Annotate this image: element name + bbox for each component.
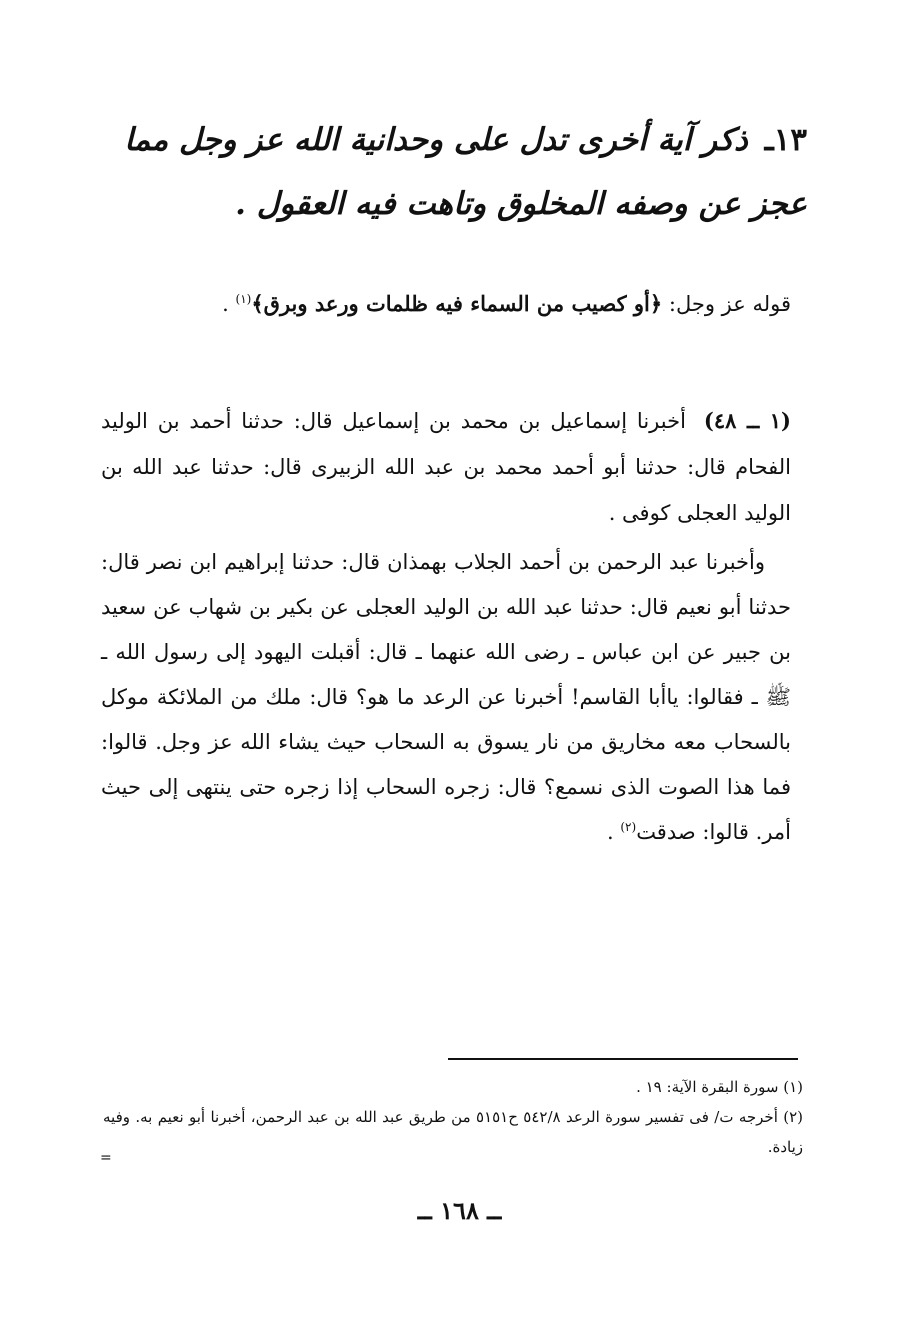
chapter-title: ذكر آية أخرى تدل على وحدانية الله عز وجل مما عجز عن وصفه المخلوق وتاهت فيه العقول . xyxy=(124,122,807,222)
hadith-body-text: وأخبرنا عبد الرحمن بن أحمد الجلاب بهمذان قال: حدثنا إبراهيم ابن نصر قال: حدثنا أبو نعيم قال: حدثنا عبد الله بن الوليد العجلى عن بكير بن شهاب عن سعيد بن جبير عن ابن عباس ـ رضى الله عنهما ـ قال: أقبلت اليهود إلى رسول الله ـ ﷺ ـ فقالوا: ياأبا القاسم! أخبرنا عن الرعد ما هو؟ قال: ملك من الملائكة موكل بالسحاب معه مخاريق من نار يسوق به السحاب حيث يشاء الله عز وجل. قالوا: فما هذا الصوت الذى نسمع؟ قال: زجره السحاب إذا زجره حتى ينتهى إلى حيث أمر. قالوا: صدقت xyxy=(101,550,791,844)
footnotes xyxy=(103,1072,803,1162)
page-number: ــ ١٦٨ ــ xyxy=(417,1196,502,1225)
footnote-1: (١) سورة البقرة الآية: ١٩ . xyxy=(636,1078,803,1096)
footnote-continuation-mark: = xyxy=(100,1150,112,1166)
footnote-2: (٢) أخرجه ت/ فى تفسير سورة الرعد ٥٤٢/٨ ح٥١٥١ من طريق عبد الله بن عبد الرحمن، أخبرنا أبو نعيم به. وفيه زيادة. xyxy=(103,1108,804,1156)
verse-tail: . xyxy=(222,292,236,316)
verse-lead: قوله عز وجل: xyxy=(662,292,791,316)
chapter-number: ١٣ـ xyxy=(764,122,807,158)
footnote-ref-2: (٢) xyxy=(620,820,637,834)
hadith-paragraph-1 xyxy=(101,398,791,536)
hadith-body-tail: . xyxy=(607,820,621,844)
hadith-chain-text: أخبرنا إسماعيل بن محمد بن إسماعيل قال: حدثنا أحمد بن الوليد الفحام قال: حدثنا أبو أحمد محمد بن عبد الله الزبيرى قال: حدثنا عبد الله بن الوليد العجلى كوفى . xyxy=(101,409,791,525)
verse-introduction xyxy=(101,280,791,328)
hadith-number: (١ ــ ٤٨) xyxy=(703,408,791,433)
chapter-heading xyxy=(107,108,807,236)
footnote-divider xyxy=(448,1058,798,1060)
hadith-paragraph-2 xyxy=(101,540,791,855)
footnote-ref-1: (١) xyxy=(235,292,252,306)
quran-verse: ﴿أو كصيب من السماء فيه ظلمات ورعد وبرق﴾ xyxy=(251,291,663,316)
